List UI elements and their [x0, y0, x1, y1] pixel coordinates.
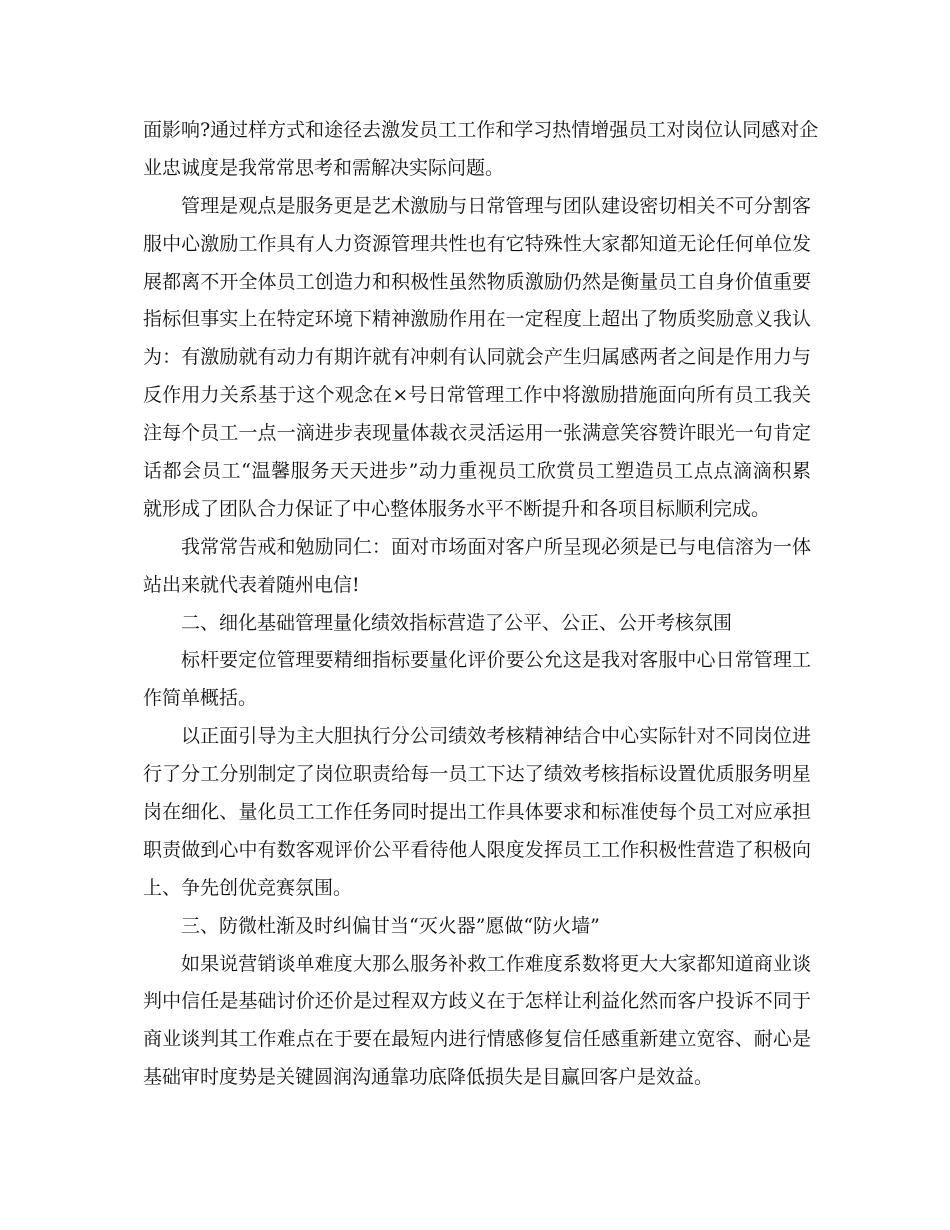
- text-line: 岗在细化、量化员工工作任务同时提出工作具体要求和标准使每个员工对应承担: [143, 801, 811, 824]
- text-line: 话都会员工“温馨服务天天进步”动力重视员工欣赏员工塑造员工点点滴滴积累: [143, 460, 811, 483]
- text-line: 服中心激励工作具有人力资源管理共性也有它特殊性大家都知道无论任何单位发: [143, 232, 811, 255]
- text-line: 标杆要定位管理要精细指标要量化评价要公允这是我对客服中心日常管理工: [181, 649, 811, 672]
- text-line: 上、争先创优竞赛氛围。: [143, 876, 353, 899]
- text-line: 商业谈判其工作难点在于要在最短内进行情感修复信任感重新建立宽容、耐心是: [143, 1028, 811, 1051]
- text-line: 面影响?通过样方式和途径去激发员工工作和学习热情增强员工对岗位认同感对企: [143, 119, 819, 141]
- text-line: 如果说营销谈单难度大那么服务补救工作难度系数将更大大家都知道商业谈: [181, 952, 811, 975]
- section-heading: 二、细化基础管理量化绩效指标营造了公平、公正、公开考核氛围: [181, 611, 733, 634]
- text-line: 以正面引导为主大胆执行分公司绩效考核精神结合中心实际针对不同岗位进: [181, 725, 811, 748]
- text-line: 为：有激励就有动力有期许就有冲刺有认同就会产生归属感两者之间是作用力与: [143, 346, 811, 369]
- text-line: 管理是观点是服务更是艺术激励与日常管理与团队建设密切相关不可分割客: [181, 194, 811, 217]
- text-line: 业忠诚度是我常常思考和需解决实际问题。: [143, 156, 505, 179]
- text-line: 反作用力关系基于这个观念在×号日常管理工作中将激励措施面向所有员工我关: [143, 384, 811, 407]
- text-line: 就形成了团队合力保证了中心整体服务水平不断提升和各项目标顺利完成。: [143, 497, 771, 520]
- text-line: 指标但事实上在特定环境下精神激励作用在一定程度上超出了物质奖励意义我认: [143, 308, 811, 331]
- text-line: 注每个员工一点一滴进步表现量体裁衣灵活运用一张满意笑容赞许眼光一句肯定: [143, 422, 811, 445]
- section-heading: 三、防微杜渐及时纠偏甘当“灭火器”愿做“防火墙”: [181, 914, 600, 937]
- text-line: 职责做到心中有数客观评价公平看待他人限度发挥员工工作积极性营造了积极向: [143, 838, 811, 861]
- text-line: 我常常告戒和勉励同仁：面对市场面对客户所呈现必须是已与电信溶为一体: [181, 535, 811, 558]
- text-line: 行了分工分别制定了岗位职责给每一员工下达了绩效考核指标设置优质服务明星: [143, 763, 811, 786]
- text-line: 作简单概括。: [143, 687, 258, 710]
- text-line: 站出来就代表着随州电信!: [143, 573, 360, 596]
- document-body: [143, 112, 819, 1097]
- text-line: 判中信任是基础讨价还价是过程双方歧义在于怎样让利益化然而客户投诉不同于: [143, 990, 811, 1013]
- text-line: 基础审时度势是关键圆润沟通靠功底降低损失是目赢回客户是效益。: [143, 1066, 714, 1089]
- text-line: 展都离不开全体员工创造力和积极性虽然物质激励仍然是衡量员工自身价值重要: [143, 270, 811, 293]
